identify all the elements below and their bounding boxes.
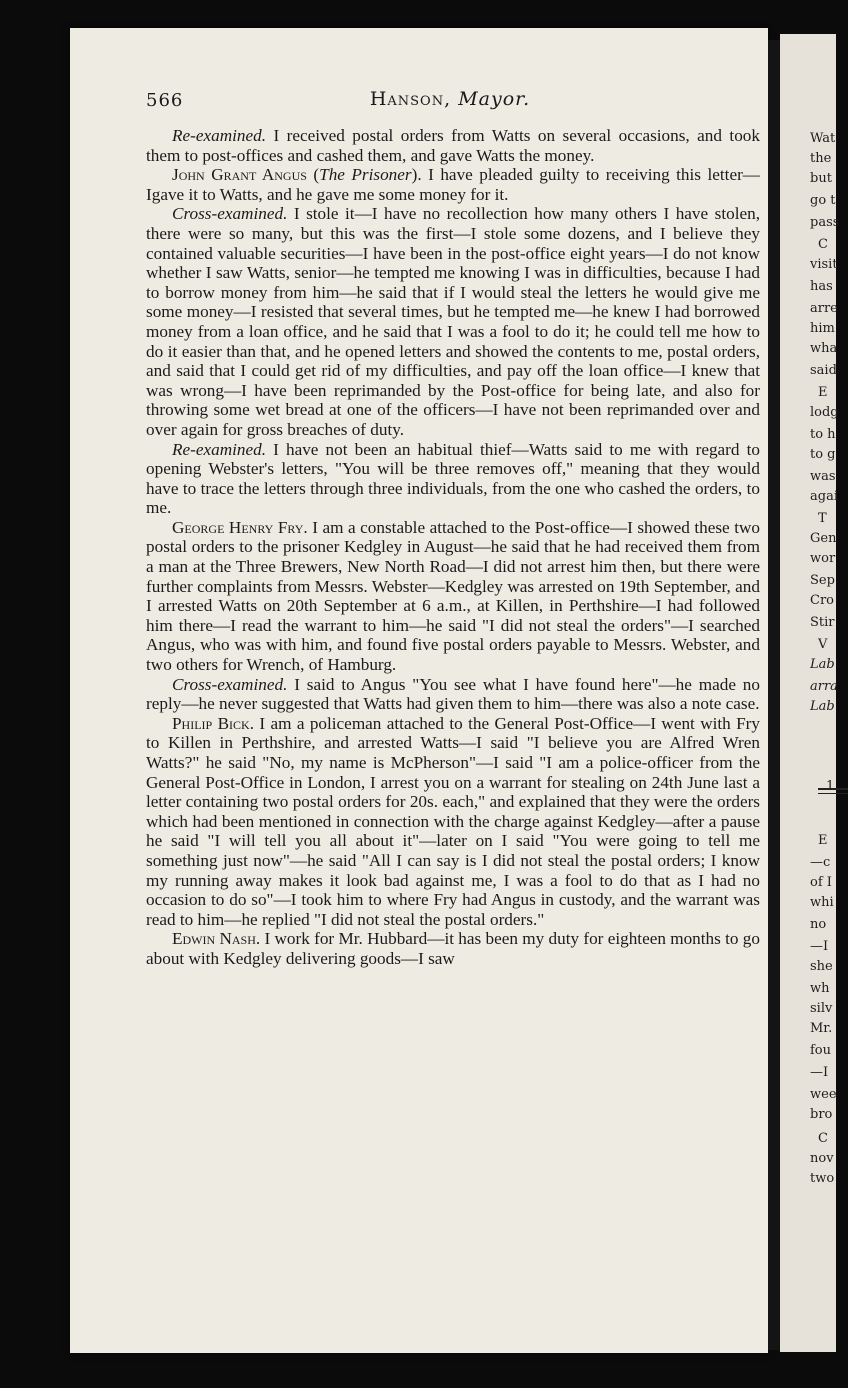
facing-page-line: Stir: [810, 615, 835, 630]
facing-page-line: Lab: [810, 657, 835, 672]
facing-page-line: 1: [826, 779, 835, 794]
facing-page-line: of I: [810, 875, 832, 890]
transcript-body: [146, 126, 760, 969]
facing-page-line: —I: [810, 939, 829, 954]
facing-page-rule: [818, 788, 848, 794]
facing-page-line: she: [810, 959, 833, 974]
paragraph-angus: [146, 165, 760, 204]
facing-page-line: —c: [810, 855, 831, 870]
paragraph-lead: Cross-examined.: [172, 204, 288, 224]
paragraph-text: I work for Mr. Hubbard—it has been my duty for eighteen months to go about with Kedgley delivering goods—I saw: [146, 929, 760, 968]
paragraph-lead: Philip Bick.: [172, 713, 255, 733]
paragraph-lead: Re-examined.: [172, 126, 267, 145]
facing-page-line: C: [818, 1131, 828, 1146]
paragraph-paren: (: [306, 165, 320, 185]
facing-page-line: E: [818, 385, 828, 400]
paragraph-fry: [146, 518, 760, 675]
paragraph-cross-examined-1: [146, 204, 760, 439]
facing-page-line: Wat: [810, 131, 836, 146]
running-head: [140, 88, 760, 112]
facing-page-line: two: [810, 1171, 835, 1186]
facing-page-line: wh: [810, 981, 830, 996]
paragraph-text: I said to Angus "You see what I have found here"—he made no reply—he never suggested that Watts had given them to him—there was also a note case.: [146, 674, 760, 714]
paragraph-text: ). I have pleaded guilty to receiving this letter—Igave it to Watts, and he gave me some money for it.: [146, 165, 760, 204]
page-gutter-shadow: [768, 40, 780, 1350]
facing-page-line: Mr.: [810, 1021, 833, 1036]
facing-page-line: agai: [810, 489, 838, 504]
facing-page-line: Gen: [810, 531, 837, 546]
facing-page-line: to h: [810, 427, 836, 442]
facing-page-line: wee: [810, 1087, 837, 1102]
running-head-name: Hanson: [369, 88, 445, 110]
facing-page-line: silv: [810, 1001, 833, 1016]
facing-page-line: arre: [810, 301, 838, 316]
paragraph-lead: Re-examined.: [172, 439, 267, 459]
facing-page-line: Lab: [810, 699, 835, 714]
paragraph-text: I am a constable attached to the Post-office—I showed these two postal orders to the prisoner Kedgley in August—he said that he had received them from a man at the Three Brewers, New North Road—I did not arrest him then, but there were further complaints from Messrs. Webster—Kedgley was arrested on 19th September, and I arrested Watts on 20th September at 6 a.m., at Killen, in Perthshire—I had followed him there—I read the warrant to him—he said "I did not steal the orders"—I searched Angus, who was with him, and found five postal orders payable to Messrs. Webster, and two others for Wrench, of Hamburg.: [146, 517, 760, 675]
running-head-title: [140, 88, 760, 110]
facing-page-line: Cro: [810, 593, 834, 608]
facing-page-line: C: [818, 237, 828, 252]
facing-page-line: bro: [810, 1107, 833, 1122]
facing-page-line: but: [810, 171, 832, 186]
running-head-office: Mayor.: [458, 88, 531, 110]
paragraph-text: I stole it—I have no recollection how many others I have stolen, there were so many, but this was the first—I stole some dozens, and I believe they contained valuable securities—I have been in the post-office eight years—I do not know whether I saw Watts, senior—he tempted me knowing I was in difficulties, because I had to borrow money from him—he said that if I would steal the letters he would give me some money—I resisted that several times, but he tempted me—he knew I had borrowed money from a loan office, and he said that I was a fool to do it; he could tell me how to do it easier than that, and he opened letters and showed the contents to me, postal orders, and said that I could get rid of my difficulties, and pay off the loan office—I knew that was wrong—I have been reprimanded by the Post-office for being late, and also for throwing some wet bread at one of the officers—I have not been reprimanded over and over again for gross breaches of duty.: [146, 204, 760, 439]
facing-page-line: —I: [810, 1065, 829, 1080]
facing-page-line: wha: [810, 341, 838, 356]
facing-page-line: has: [810, 279, 833, 294]
facing-page-line: was: [810, 469, 836, 484]
paragraph-lead: Cross-examined.: [172, 674, 288, 694]
paragraph-lead: Edwin Nash.: [172, 929, 261, 949]
facing-page-line: said: [810, 363, 837, 378]
facing-page-line: nov: [810, 1151, 834, 1166]
paragraph-lead-italic: The Prisoner: [319, 165, 412, 185]
facing-page-line: V: [818, 637, 828, 652]
facing-page-line: whi: [810, 895, 834, 910]
facing-page-line: Sep: [810, 573, 835, 588]
facing-page-line: wor: [810, 551, 836, 566]
paragraph-lead: George Henry Fry.: [172, 517, 308, 537]
paragraph-bick: [146, 714, 760, 930]
facing-page-line: to g: [810, 447, 836, 462]
facing-page-line: arra: [810, 679, 838, 694]
facing-page-line: visit: [810, 257, 838, 272]
facing-page-line: pass: [810, 215, 840, 230]
paragraph-text: I have not been an habitual thief—Watts said to me with regard to opening Webster's letters, "You will be three removes off," meaning that they would have to trace the letters through three individuals, from the one who cashed the orders, to me.: [146, 439, 760, 518]
facing-page-line: lodg: [810, 405, 839, 420]
paragraph-text: I received postal orders from Watts on several occasions, and took them to post-offices and cashed them, and gave Watts the money.: [146, 126, 760, 165]
page-number: 566: [146, 90, 184, 111]
facing-page-fragment: [780, 34, 840, 1352]
facing-page-line: him: [810, 321, 835, 336]
running-head-separator: ,: [444, 88, 459, 110]
facing-page-line: no: [810, 917, 827, 932]
paragraph-re-examined-1: [146, 126, 760, 165]
facing-page-line: the: [810, 151, 832, 166]
facing-page-line: T: [818, 511, 827, 526]
paragraph-cross-examined-2: [146, 675, 760, 714]
facing-page-line: fou: [810, 1043, 832, 1058]
facing-page-line: go t: [810, 193, 836, 208]
paragraph-text: I am a policeman attached to the General Post-Office—I went with Fry to Killen in Perthshire, and arrested Watts—I said "I believe you are Alfred Wren Watts?" he said "No, my name is McPherson"—I said "I am a police-officer from the General Post-Office in London, I arrest you on a warrant for stealing on 24th June last a letter containing two postal orders for 20s. each," and explained that they were the orders which had been mentioned in connection with the charge against Kedgley—after a pause he said "I will tell you all about it"—later on I said "You were going to tell me something just now"—he said "All I can say is I did not steal the postal orders; I know my running away makes it look bad against me, I was a fool to do that as I had no occasion to do so"—I took him to where Fry had Angus in custody, and the warrant was read to him—he replied "I did not steal the postal orders.": [146, 713, 760, 929]
paragraph-lead: John Grant Angus: [172, 165, 307, 185]
facing-page-line: E: [818, 833, 828, 848]
paragraph-re-examined-2: [146, 440, 760, 518]
paragraph-nash: [146, 929, 760, 968]
